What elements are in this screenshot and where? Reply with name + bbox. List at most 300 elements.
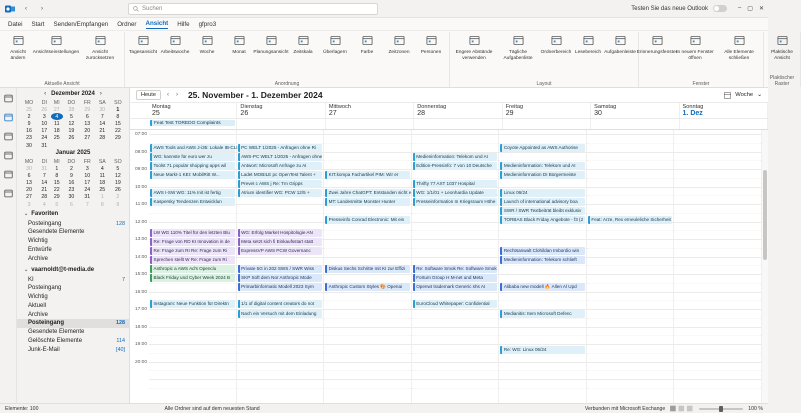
minical-day[interactable]: 7 xyxy=(100,113,104,120)
minical-day[interactable]: 5 xyxy=(116,165,120,172)
minical-day[interactable]: 6 xyxy=(85,113,89,120)
hour-line xyxy=(499,239,586,240)
half-hour-line xyxy=(324,353,411,354)
favorite-item-gesendete-elemente[interactable] xyxy=(17,228,129,237)
half-hour-line xyxy=(412,143,499,144)
minical-day[interactable]: 11 xyxy=(54,120,60,127)
favorite-item-wichtig[interactable] xyxy=(17,237,129,246)
calendar-event[interactable]: Private 5G in 202 SWS / SWR Wiss xyxy=(238,265,323,273)
calendar-event[interactable]: AWS I-SW WG: 11% Init ist fertig xyxy=(150,189,235,197)
minical-day[interactable]: 2 xyxy=(27,113,31,120)
day-column[interactable] xyxy=(499,130,587,403)
ribbon-button-in-neuem-fenster-ffnen[interactable] xyxy=(674,33,716,61)
minical-day[interactable]: 31 xyxy=(84,194,91,201)
ribbon-button-arbeitswoche[interactable] xyxy=(160,33,190,56)
minical-day[interactable]: 30 xyxy=(99,106,106,113)
calendar-event[interactable]: Diskus Sechs Schritte mit KI zur Effizi xyxy=(325,265,410,273)
minical-day[interactable]: 26 xyxy=(68,135,75,142)
ribbon-button-erinnerungsfenster[interactable] xyxy=(636,33,678,56)
ribbon-button-zeitzonen[interactable] xyxy=(384,33,414,56)
calendar-event[interactable]: Medieninformation DI Bürgermeiste xyxy=(500,171,585,179)
minical-grid[interactable] xyxy=(20,99,126,149)
calendar-event[interactable]: Medieninformation: Telekom und AI xyxy=(500,162,585,170)
folder-item-label: Junk-E-Mail xyxy=(28,346,60,353)
hour-line xyxy=(324,327,411,328)
all-day-cell[interactable] xyxy=(680,119,768,129)
calendar-event[interactable]: AWS-PC WELT 1/2025 - Anfragen ohne xyxy=(238,153,323,161)
calendar-event[interactable]: WG: Erfolg Market Hospitologie AN xyxy=(238,229,323,237)
minical-day[interactable]: 30 xyxy=(26,142,32,149)
hour-line xyxy=(412,239,499,240)
calendar-event[interactable]: EuroCloud Whitepaper: Confidential xyxy=(413,300,498,308)
week-icon xyxy=(202,35,213,49)
ribbon-button-label: Ansicht zurücksetzen xyxy=(85,50,115,61)
calendar-event[interactable]: Medieninformation: Telekom schlieft xyxy=(500,256,585,264)
half-hour-line xyxy=(149,335,236,336)
chevron-down-icon: ⌄ xyxy=(24,267,29,274)
close-button[interactable]: ✕ xyxy=(758,6,764,12)
calendar-event[interactable]: PC WELT 1/2025 - Anfragen ohne Ri xyxy=(238,144,323,152)
minical-day[interactable]: 11 xyxy=(99,172,105,179)
minical-day[interactable]: 24 xyxy=(84,187,91,194)
ribbon-button--berlagern[interactable] xyxy=(320,33,350,56)
ribbon-button-label: Zeitzonen xyxy=(388,50,410,55)
today-button[interactable]: Heute xyxy=(136,90,161,100)
minical-day[interactable]: 23 xyxy=(68,187,75,194)
day-column[interactable] xyxy=(237,130,325,403)
minical-day[interactable]: 1 xyxy=(100,194,104,201)
rail-more-icon[interactable] xyxy=(4,189,13,200)
ribbon-button-lesebereich[interactable] xyxy=(573,33,603,56)
minical-day[interactable]: 19 xyxy=(114,180,121,187)
folder-count: 114 xyxy=(116,338,125,345)
minical-day[interactable]: 5 xyxy=(69,113,73,120)
ribbon-button-engere-abst-nde-verwenden[interactable] xyxy=(453,33,495,61)
ribbon-button-personen[interactable] xyxy=(416,33,446,56)
minical-day[interactable]: 15 xyxy=(114,120,121,127)
calendar-event[interactable]: Medianitis: Item Microsoft Defenc xyxy=(500,310,585,318)
calendar-event[interactable]: Black Friday und Cyber Week 2024 B xyxy=(150,274,235,282)
rail-people-icon[interactable] xyxy=(4,132,13,143)
minical-day[interactable]: 20 xyxy=(26,187,32,194)
half-hour-line xyxy=(237,370,324,371)
minical-day[interactable]: 12 xyxy=(68,120,75,127)
minical-day[interactable]: 28 xyxy=(99,135,106,142)
hour-line xyxy=(674,169,761,170)
ribbon-group-label: Anordnung xyxy=(274,81,300,87)
calendar-event[interactable]: Feat: Arze, Rex erneuleliche Sicherheit xyxy=(588,216,673,224)
hour-line xyxy=(237,257,324,258)
calendar-event[interactable]: Ladet MOBILE pc OpenTest Talent + xyxy=(238,171,323,179)
calendar-event[interactable]: Edition-Pressinfo: 7 von 10 Deutsche xyxy=(413,162,498,170)
hour-line xyxy=(674,222,761,223)
calendar-event[interactable]: Antwort: Microsoft Anfrage zu AI xyxy=(238,162,323,170)
calendar-event[interactable]: Re: WG: Linux 06/24 xyxy=(500,346,585,354)
all-day-cell[interactable] xyxy=(149,119,237,129)
folder-item-posteingang[interactable] xyxy=(17,284,129,293)
minical-day[interactable]: 15 xyxy=(53,180,60,187)
folder-item-label: Gelöschte Elemente xyxy=(28,338,83,345)
ribbon-button-monat[interactable] xyxy=(224,33,254,56)
day-column[interactable] xyxy=(587,130,675,403)
all-day-cell[interactable] xyxy=(591,119,679,129)
all-day-cell[interactable] xyxy=(326,119,414,129)
day-header-montag[interactable] xyxy=(149,103,237,118)
minical-day[interactable]: 9 xyxy=(27,120,31,127)
ribbon-button-alle-elemente-schlie-en[interactable] xyxy=(718,33,760,61)
half-hour-line xyxy=(499,370,586,371)
day-header-sonntag[interactable] xyxy=(680,103,768,118)
minical-day[interactable]: 22 xyxy=(114,128,121,135)
minical-day[interactable]: 7 xyxy=(42,172,46,179)
favorite-item-archive[interactable] xyxy=(17,254,129,263)
collapse-icon xyxy=(469,35,480,49)
rail-mail-icon[interactable] xyxy=(4,94,13,105)
minical-day[interactable]: 9 xyxy=(69,172,73,179)
minical-day[interactable]: 8 xyxy=(100,201,104,208)
folder-item-posteingang[interactable] xyxy=(17,319,129,328)
calendar-event[interactable]: Zwei Jahre ChatGPT: Entstanden sicht e xyxy=(325,189,410,197)
overlay-icon xyxy=(330,35,341,49)
daily-task-icon xyxy=(513,35,524,49)
calendar-event[interactable]: Anthropic Custom Styles 🎨 Openai xyxy=(325,283,410,291)
minical-day[interactable]: 4 xyxy=(51,113,63,120)
day-header-dienstag[interactable] xyxy=(237,103,325,118)
minical-day[interactable]: 3 xyxy=(85,165,89,172)
half-hour-line xyxy=(149,388,236,389)
menu-item-ordner[interactable]: Ordner xyxy=(117,20,137,28)
folder-item-aktuell[interactable] xyxy=(17,302,129,311)
menu-item-ansicht[interactable]: Ansicht xyxy=(145,19,169,27)
ribbon-button-tagesansicht[interactable] xyxy=(128,33,158,56)
calendar-toolbar xyxy=(130,88,768,103)
minical-day[interactable]: 21 xyxy=(41,187,48,194)
calendar-event[interactable]: WG: kannste für euro wer zu xyxy=(150,153,235,161)
day-icon xyxy=(138,35,149,49)
day-name: Dienstag xyxy=(240,104,263,110)
rail-calendar-icon[interactable] xyxy=(4,113,13,124)
ribbon-button-ordnerbereich[interactable] xyxy=(541,33,571,56)
hour-line xyxy=(237,379,324,380)
ribbon-button-aufgabenleiste[interactable] xyxy=(605,33,635,56)
minical-day[interactable]: 4 xyxy=(42,201,46,208)
day-column[interactable] xyxy=(412,130,500,403)
minical-prev-button[interactable]: ‹ xyxy=(44,91,47,97)
minical-day[interactable]: 25 xyxy=(53,135,60,142)
hour-line xyxy=(237,344,324,345)
calendar-scrollbar[interactable] xyxy=(762,130,768,403)
calendar-event[interactable]: Rechtsanwalt Clohildan Imbordio win xyxy=(500,247,585,255)
half-hour-line xyxy=(674,160,761,161)
hour-line xyxy=(149,134,236,135)
minical-day[interactable]: 27 xyxy=(26,194,32,201)
minical-day[interactable]: 10 xyxy=(41,120,48,127)
minical-day[interactable]: 23 xyxy=(26,135,32,142)
half-hour-line xyxy=(412,248,499,249)
minical-day[interactable]: 17 xyxy=(41,128,48,135)
calendar-event[interactable]: MT: Landesmitte Monster Hunter xyxy=(325,198,410,206)
calendar-event[interactable]: Primarbinformatic Modell 2023 Sym xyxy=(238,283,323,291)
day-header-donnerstag[interactable] xyxy=(414,103,502,118)
time-label: 20:00 xyxy=(134,359,147,365)
minical-day[interactable]: 26 xyxy=(114,187,121,194)
calendar-event[interactable]: Presseinformation In Kriegsraum Höhe xyxy=(413,198,498,206)
minical-day[interactable]: 25 xyxy=(99,187,106,194)
calendar-event[interactable]: Alibaba new modell 🔥 Allen Al Upd xyxy=(500,283,585,291)
minical-day[interactable]: 25 xyxy=(26,106,32,113)
minical-day[interactable]: 14 xyxy=(41,180,48,187)
account-title: vaarnoldt@t-media.de xyxy=(31,267,95,274)
folder-item-gesendete-elemente[interactable] xyxy=(17,328,129,337)
search-input[interactable] xyxy=(128,3,378,15)
minical-day[interactable]: 16 xyxy=(26,128,32,135)
ribbon-group-items xyxy=(128,33,446,77)
minical-day[interactable]: 30 xyxy=(26,165,32,172)
ribbon-button-ansicht-ndern[interactable] xyxy=(3,33,33,61)
minical-day[interactable]: 17 xyxy=(84,180,91,187)
half-hour-line xyxy=(412,178,499,179)
all-day-cell[interactable] xyxy=(503,119,591,129)
day-column[interactable] xyxy=(324,130,412,403)
minical-day[interactable]: 28 xyxy=(41,194,48,201)
time-gutter xyxy=(130,130,149,403)
prev-week-button[interactable]: ‹ xyxy=(166,92,169,98)
minical-day[interactable]: 27 xyxy=(53,106,60,113)
calendar-event[interactable]: Re: Frage von RD KI Innovation in de xyxy=(150,238,235,246)
minical-day[interactable]: 24 xyxy=(41,135,48,142)
half-hour-line xyxy=(324,143,411,144)
menu-item-hilfe[interactable]: Hilfe xyxy=(177,20,190,28)
folder-item-gel-schte-elemente[interactable] xyxy=(17,337,129,346)
calendar-event[interactable]: KIT.kompa Fachartikel PIM: Wir er xyxy=(325,171,410,179)
minical-day[interactable]: 1 xyxy=(55,165,59,172)
calendar-event[interactable]: Atrium identifier WG: PCW 12/5 + xyxy=(238,189,323,197)
calendar-event[interactable]: ExpressVP AWS PCW Governanc xyxy=(238,247,323,255)
minical-day[interactable]: 1 xyxy=(116,106,120,113)
minical-day[interactable]: 29 xyxy=(53,194,60,201)
ribbon-button-ansichtseinstellungen[interactable] xyxy=(32,33,80,56)
calendar-view-switch[interactable] xyxy=(724,92,762,99)
minical-day[interactable]: 6 xyxy=(69,201,73,208)
workweek-icon xyxy=(170,35,181,49)
hour-line xyxy=(674,362,761,363)
favorite-item-entw-rfe[interactable] xyxy=(17,246,129,255)
reminders-icon xyxy=(652,35,663,49)
minical-day[interactable]: 29 xyxy=(114,135,121,142)
schedule-icon xyxy=(266,35,277,49)
calendar-event[interactable]: Sprechen stellt W Re: Frage zum Ri xyxy=(150,256,235,264)
minical-day[interactable] xyxy=(95,142,110,149)
day-header-samstag[interactable] xyxy=(591,103,679,118)
minical-day[interactable]: 21 xyxy=(99,128,106,135)
half-hour-line xyxy=(587,335,674,336)
favorite-item-posteingang[interactable] xyxy=(17,219,129,228)
minical-day[interactable] xyxy=(80,142,95,149)
day-header-mittwoch[interactable] xyxy=(326,103,414,118)
minical-day[interactable]: 18 xyxy=(53,128,60,135)
day-column[interactable] xyxy=(149,130,237,403)
maximize-button[interactable]: ▢ xyxy=(747,6,753,12)
minical-day[interactable]: 13 xyxy=(84,120,91,127)
hour-line xyxy=(237,204,324,205)
folder-item-label: Aktuell xyxy=(28,302,47,309)
calendar-event[interactable]: Kaspersky Tendenzen Entwicklun xyxy=(150,198,235,206)
all-day-cell[interactable] xyxy=(237,119,325,129)
zoom-slider-thumb[interactable] xyxy=(719,406,723,412)
scrollbar-thumb[interactable] xyxy=(763,170,767,260)
minical-day[interactable]: 28 xyxy=(68,106,75,113)
calendar-event[interactable]: Launch of international advisory boa xyxy=(500,198,585,206)
minical-day[interactable]: 30 xyxy=(68,194,75,201)
minical-day[interactable]: 9 xyxy=(116,201,120,208)
calendar-event[interactable]: Medieninformation: Telekom und AI xyxy=(413,153,498,161)
ribbon-button-t-gliche-aufgabenliste[interactable] xyxy=(497,33,539,61)
ribbon-button-ansicht-zur-cksetzen[interactable] xyxy=(79,33,121,61)
minical-day[interactable]: 12 xyxy=(114,172,121,179)
minical-next-button[interactable]: › xyxy=(99,91,102,97)
calendar-event[interactable]: WG: 1/1/01 + Leonhardia Update xyxy=(413,189,498,197)
half-hour-line xyxy=(674,283,761,284)
calendar-event[interactable]: Fortum Group H M-net und Meta xyxy=(413,274,498,282)
ribbon xyxy=(0,31,795,88)
half-hour-line xyxy=(499,388,586,389)
menu-item-gfpro3[interactable]: gfpro3 xyxy=(198,20,217,28)
minical-day[interactable]: 29 xyxy=(84,106,91,113)
favorites-title: Favoriten xyxy=(31,211,59,218)
minical-day[interactable] xyxy=(51,142,63,149)
half-hour-line xyxy=(324,388,411,389)
favorite-item-label: Posteingang xyxy=(28,220,62,227)
ribbon-button-planungsansicht[interactable] xyxy=(253,33,289,56)
menu-item-start[interactable]: Start xyxy=(31,20,45,28)
minical-day[interactable]: 7 xyxy=(85,201,89,208)
hour-line xyxy=(674,274,761,275)
calendar-event[interactable]: Instagram: Neue Funktion für Direktn xyxy=(150,300,235,308)
ribbon-button-label: Zeitskala xyxy=(293,50,313,55)
view-mode-buttons[interactable] xyxy=(670,405,694,412)
calendar-event[interactable]: Thrifty 77 AXT 1037 Hospital xyxy=(413,180,498,188)
hour-line xyxy=(324,309,411,310)
hour-line xyxy=(587,344,674,345)
minical-day[interactable]: 5 xyxy=(55,201,59,208)
minical-day[interactable] xyxy=(110,142,126,149)
ribbon-button-woche[interactable] xyxy=(192,33,222,56)
minical-day[interactable]: 2 xyxy=(116,194,120,201)
calendar-event[interactable]: 1/1 of digital content creators do not xyxy=(238,300,323,308)
calendar-event[interactable]: Toolst 71 populär shopping apps wil xyxy=(150,162,235,170)
minical-day[interactable]: 27 xyxy=(84,135,91,142)
next-week-button[interactable]: › xyxy=(175,92,178,98)
minical-day[interactable]: 4 xyxy=(100,165,104,172)
calendar-event[interactable]: Anthropic a AWS Ad's Openclu xyxy=(150,265,235,273)
calendar-event[interactable]: Openwt trademark Generic shs AI xyxy=(413,283,498,291)
rail-files-icon[interactable] xyxy=(4,170,13,181)
calendar-event[interactable]: AWS Tools and AWS J-i35: Lokale IB-CLI xyxy=(150,144,235,152)
all-day-cell[interactable] xyxy=(414,119,502,129)
calendar-event[interactable]: Nach ein Versuch mit dem Einladung xyxy=(238,310,323,318)
zoom-level: 100 % xyxy=(748,405,763,412)
ribbon-button-zeitskala[interactable] xyxy=(288,33,318,56)
minical-day[interactable]: 8 xyxy=(55,172,59,179)
minical-day[interactable]: 3 xyxy=(42,113,46,120)
minical-day[interactable]: 3 xyxy=(27,201,31,208)
favorites-header[interactable] xyxy=(17,208,129,219)
calendar-event[interactable]: Linux 06/24 xyxy=(500,189,585,197)
folder-item-junk-e-mail[interactable] xyxy=(17,345,129,354)
minical-day[interactable]: 18 xyxy=(99,180,106,187)
calendar-event[interactable]: SWR / SWR Textbeiträt bleibt exklusiv xyxy=(500,207,585,215)
calendar-event[interactable]: Re: Software Smok Re: Software Smok xyxy=(413,265,498,273)
calendar-event[interactable]: Meta setzt sich fi Einkaufsstart statt xyxy=(238,238,323,246)
calendar-event[interactable]: SKP Soft dem Nor Anthropic Mode xyxy=(238,274,323,282)
calendar-event[interactable]: LW WG 110% Titel für den letzten Blu xyxy=(150,229,235,237)
menu-item-senden-empfangen[interactable]: Senden/Empfangen xyxy=(53,20,109,28)
folder-item-wichtig[interactable] xyxy=(17,293,129,302)
minimize-button[interactable]: – xyxy=(737,5,742,11)
half-hour-line xyxy=(674,318,761,319)
hour-line xyxy=(587,239,674,240)
ribbon-button-farbe[interactable] xyxy=(352,33,382,56)
minical-day[interactable]: 31 xyxy=(41,142,48,149)
all-day-event[interactable]: Feat Test TOREDO Complaints xyxy=(150,120,235,126)
minical-day[interactable]: 10 xyxy=(84,172,91,179)
minical-day[interactable]: 22 xyxy=(53,187,60,194)
nav-back-button[interactable]: ‹ xyxy=(25,5,27,12)
account-header[interactable] xyxy=(17,263,129,275)
new-outlook-toggle[interactable] xyxy=(713,5,727,12)
half-hour-line xyxy=(674,300,761,301)
menu-item-datei[interactable]: Datei xyxy=(8,20,23,28)
folder-item-archive[interactable] xyxy=(17,310,129,319)
ribbon-button-plaktische-ansicht[interactable] xyxy=(767,33,797,61)
minical-day[interactable]: 13 xyxy=(26,180,32,187)
minical-day[interactable]: 16 xyxy=(68,180,75,187)
minical-weekday: FR xyxy=(83,99,91,106)
hour-line xyxy=(324,379,411,380)
minical-day[interactable]: 20 xyxy=(84,128,91,135)
minical-day[interactable] xyxy=(63,142,80,149)
minical-day[interactable]: 19 xyxy=(68,128,75,135)
day-number: 28 xyxy=(417,110,426,117)
rail-tasks-icon[interactable] xyxy=(4,151,13,162)
minical-day[interactable]: 2 xyxy=(69,165,73,172)
minical-header xyxy=(20,90,126,99)
minical-day[interactable]: 8 xyxy=(116,113,120,120)
nav-forward-button[interactable]: › xyxy=(41,5,43,12)
calendar-event[interactable]: Neue Markt-1 KEI: MobilRitt W... xyxy=(150,171,235,179)
status-right xyxy=(585,405,763,412)
day-name: Samstag xyxy=(594,104,617,110)
day-column[interactable] xyxy=(674,130,762,403)
day-name: Sonntag xyxy=(682,104,704,110)
hour-line xyxy=(587,169,674,170)
minical-weekday: SA xyxy=(98,99,106,106)
calendar-event[interactable]: Re: Frage zum RI Re: Frage zum Ri xyxy=(150,247,235,255)
ribbon-button-label: Lesebereich xyxy=(574,50,602,55)
calendar-event[interactable]: Coyote Appointed as AWS Authorise xyxy=(500,144,585,152)
minical-day[interactable]: 6 xyxy=(27,172,31,179)
calendar-event[interactable]: Presseinfo Conrad Electronic: Mit ein xyxy=(325,216,410,224)
minical-day[interactable]: 26 xyxy=(41,106,48,113)
day-header-freitag[interactable] xyxy=(503,103,591,118)
zoom-slider[interactable] xyxy=(699,408,743,410)
calendar-event[interactable]: Prevet c AWS j Re: Tm Gripps xyxy=(238,180,323,188)
minical-day[interactable]: 31 xyxy=(41,165,48,172)
folder-item-ki[interactable] xyxy=(17,275,129,284)
minical-day[interactable]: 14 xyxy=(99,120,106,127)
minical-grid[interactable] xyxy=(20,158,126,208)
calendar-event[interactable]: TORBAS Black Friday Angebote - f3 (2 xyxy=(500,216,585,224)
